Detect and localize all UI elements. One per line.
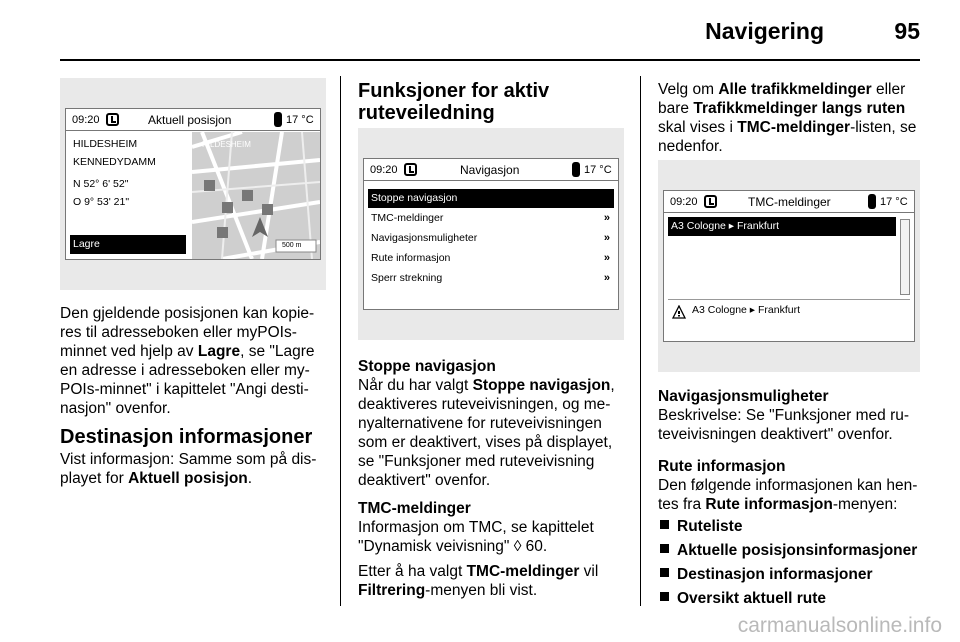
text-line: deaktiveres ruteveivisningen, og me- — [358, 396, 611, 413]
menu-item-route-info[interactable] — [368, 249, 614, 268]
position-latitude: N 52° 6' 52" — [73, 178, 129, 190]
thermometer-icon — [868, 194, 876, 209]
chevron-right-icon: » — [603, 252, 610, 264]
chevron-right-icon: » — [603, 232, 610, 244]
screen-topbar — [364, 159, 618, 181]
text-line: Den følgende informasjonen kan hen- — [658, 477, 918, 494]
tmc-message-detail: A3 Cologne ▸ Frankfurt — [692, 304, 800, 316]
text-line — [358, 581, 633, 600]
bullet-icon — [660, 592, 669, 601]
bold-term: Aktuell posisjon — [128, 470, 248, 487]
scrollbar[interactable] — [900, 219, 910, 295]
chevron-right-icon: » — [603, 212, 610, 224]
page-header — [60, 0, 920, 58]
text-line: deaktivert" ovenfor. — [358, 472, 491, 489]
screen-temp: 17 °C — [286, 114, 314, 126]
section-heading-active-guidance — [358, 80, 549, 124]
bold-term: Filtrering — [358, 582, 426, 599]
text-span: bare — [658, 100, 694, 117]
text-line: POIs-minnet" i kapittelet "Angi desti- — [60, 381, 309, 398]
page-title: Navigering — [705, 18, 824, 44]
section-heading-destination: Destinasjon informasjoner — [60, 426, 313, 448]
clock-icon — [106, 113, 119, 126]
map-city-label: HILDESHEIM — [202, 140, 251, 149]
bullet-icon — [660, 544, 669, 553]
clock-icon — [404, 163, 417, 176]
text-span: Etter å ha valgt — [358, 563, 467, 580]
menu-item-label: Rute informasjon — [371, 252, 451, 264]
text-span: eller — [871, 81, 906, 98]
map-view[interactable] — [192, 132, 320, 259]
screen-time: 09:20 — [670, 196, 698, 208]
text-line — [658, 495, 928, 514]
subheading-route-info: Rute informasjon — [658, 458, 786, 475]
bold-term: Trafikkmeldinger langs ruten — [693, 100, 906, 117]
tmc-screen — [663, 190, 915, 342]
text-span: tes fra — [658, 496, 706, 513]
menu-item-stop-navigation[interactable]: Stoppe navigasjon — [368, 189, 614, 208]
navigation-screen — [363, 158, 619, 310]
clock-icon — [704, 195, 717, 208]
text-span: minnet ved hjelp av — [60, 343, 198, 360]
text-span: Når du har valgt — [358, 377, 473, 394]
text-line — [358, 562, 633, 581]
destination-paragraph — [60, 450, 330, 488]
list-item — [660, 542, 917, 560]
text-line — [658, 99, 928, 118]
bold-term: Rute informasjon — [705, 496, 833, 513]
bold-term: Stoppe navigasjon — [472, 377, 611, 394]
save-button[interactable]: Lagre — [70, 235, 186, 254]
list-item-label: Oversikt aktuell rute — [677, 590, 827, 607]
bullet-icon — [660, 520, 669, 529]
screen-title: Aktuell posisjon — [148, 113, 232, 127]
screen-title: TMC-meldinger — [748, 195, 831, 209]
list-item-label: Aktuelle posisjonsinformasjoner — [677, 542, 918, 559]
position-street: KENNEDYDAMM — [73, 156, 156, 168]
text-line: Den gjeldende posisjonen kan kopie- — [60, 305, 315, 322]
screen-temp: 17 °C — [584, 164, 612, 176]
text-line — [60, 469, 330, 488]
bold-term: Alle trafikkmeldinger — [718, 81, 872, 98]
text-line: "Dynamisk veivisning" ◊ 60. — [358, 538, 548, 555]
bullet-icon — [660, 568, 669, 577]
text-line: res til adresseboken eller myPOIs- — [60, 324, 297, 341]
menu-item-label: Navigasjonsmuligheter — [371, 232, 478, 244]
chevron-right-icon: » — [603, 272, 610, 284]
bold-term: Lagre — [197, 343, 241, 360]
position-city: HILDESHEIM — [73, 138, 138, 150]
text-line: en adresse i adresseboken eller my- — [60, 362, 310, 379]
text-line — [658, 80, 928, 99]
list-item-label: Destinasjon informasjoner — [677, 566, 873, 583]
menu-item-block-route[interactable] — [368, 269, 614, 288]
subheading-stop-navigation: Stoppe navigasjon — [358, 358, 496, 375]
text-line: nedenfor. — [658, 138, 723, 155]
screen-temp: 17 °C — [880, 196, 908, 208]
screen-title: Navigasjon — [460, 163, 520, 177]
text-span: . — [247, 470, 253, 487]
list-item — [660, 590, 826, 608]
stop-navigation-paragraph — [358, 376, 633, 490]
list-item — [660, 566, 873, 584]
page-number: 95 — [894, 18, 920, 44]
list-item-label: Ruteliste — [677, 518, 743, 535]
list-item — [660, 518, 742, 536]
text-line — [60, 342, 330, 361]
header-rule — [60, 59, 920, 61]
text-line: teveivisningen deaktivert" ovenfor. — [658, 426, 893, 443]
menu-item-label: Sperr strekning — [371, 272, 443, 284]
screen-topbar — [664, 191, 914, 213]
tmc-paragraph — [358, 518, 633, 600]
thermometer-icon — [572, 162, 580, 177]
screen-time: 09:20 — [370, 164, 398, 176]
divider — [668, 299, 910, 300]
position-screen-figure — [60, 78, 326, 290]
text-span: -menyen bli vist. — [425, 582, 538, 599]
screen-topbar — [66, 109, 320, 131]
menu-item-label: TMC-meldinger — [371, 212, 444, 224]
navigation-menu-figure — [358, 128, 624, 340]
text-span: , — [610, 377, 615, 394]
text-line: Beskrivelse: Se "Funksjoner med ru- — [658, 407, 910, 424]
text-line: Informasjon om TMC, se kapittelet — [358, 519, 594, 536]
text-span: , se "Lagre — [240, 343, 315, 360]
text-span: playet for — [60, 470, 129, 487]
text-line: nasjon" ovenfor. — [60, 400, 171, 417]
subheading-tmc: TMC-meldinger — [358, 500, 471, 517]
nav-options-paragraph — [658, 406, 928, 444]
text-span: -listen, se — [850, 119, 917, 136]
text-span: -menyen: — [832, 496, 898, 513]
tmc-message-selected[interactable]: A3 Cologne ▸ Frankfurt — [668, 217, 896, 236]
save-paragraph — [60, 304, 330, 418]
bold-term: TMC-meldinger — [737, 119, 851, 136]
heading-line: ruteveiledning — [358, 102, 495, 124]
map-graphic — [192, 132, 320, 259]
screen-time: 09:20 — [72, 114, 100, 126]
text-line — [358, 376, 633, 395]
text-line: Vist informasjon: Samme som på dis- — [60, 451, 317, 468]
text-line: nyalternativene for ruteveivisningen — [358, 415, 602, 432]
column-divider — [640, 76, 641, 606]
tmc-filter-paragraph — [658, 80, 928, 156]
text-line: som er deaktivert, vises på displayet, — [358, 434, 613, 451]
text-line: se "Funksjoner med ruteveivisning — [358, 453, 595, 470]
text-span: vil — [579, 563, 599, 580]
route-info-paragraph — [658, 476, 928, 514]
subheading-nav-options: Navigasjonsmuligheter — [658, 388, 829, 405]
menu-item-nav-options[interactable] — [368, 229, 614, 248]
bold-term: TMC-meldinger — [466, 563, 580, 580]
watermark: carmanualsonline.info — [737, 614, 942, 637]
text-line — [658, 118, 928, 137]
tmc-screen-figure — [658, 160, 920, 372]
position-longitude: O 9° 53' 21" — [73, 196, 130, 208]
warning-triangle-icon — [672, 305, 686, 319]
heading-line: Funksjoner for aktiv — [358, 80, 550, 102]
text-span: skal vises i — [658, 119, 738, 136]
menu-item-tmc[interactable] — [368, 209, 614, 228]
text-span: Velg om — [658, 81, 719, 98]
map-scale: 500 m — [282, 242, 302, 249]
position-screen — [65, 108, 321, 260]
thermometer-icon — [274, 112, 282, 127]
column-divider — [340, 76, 341, 606]
